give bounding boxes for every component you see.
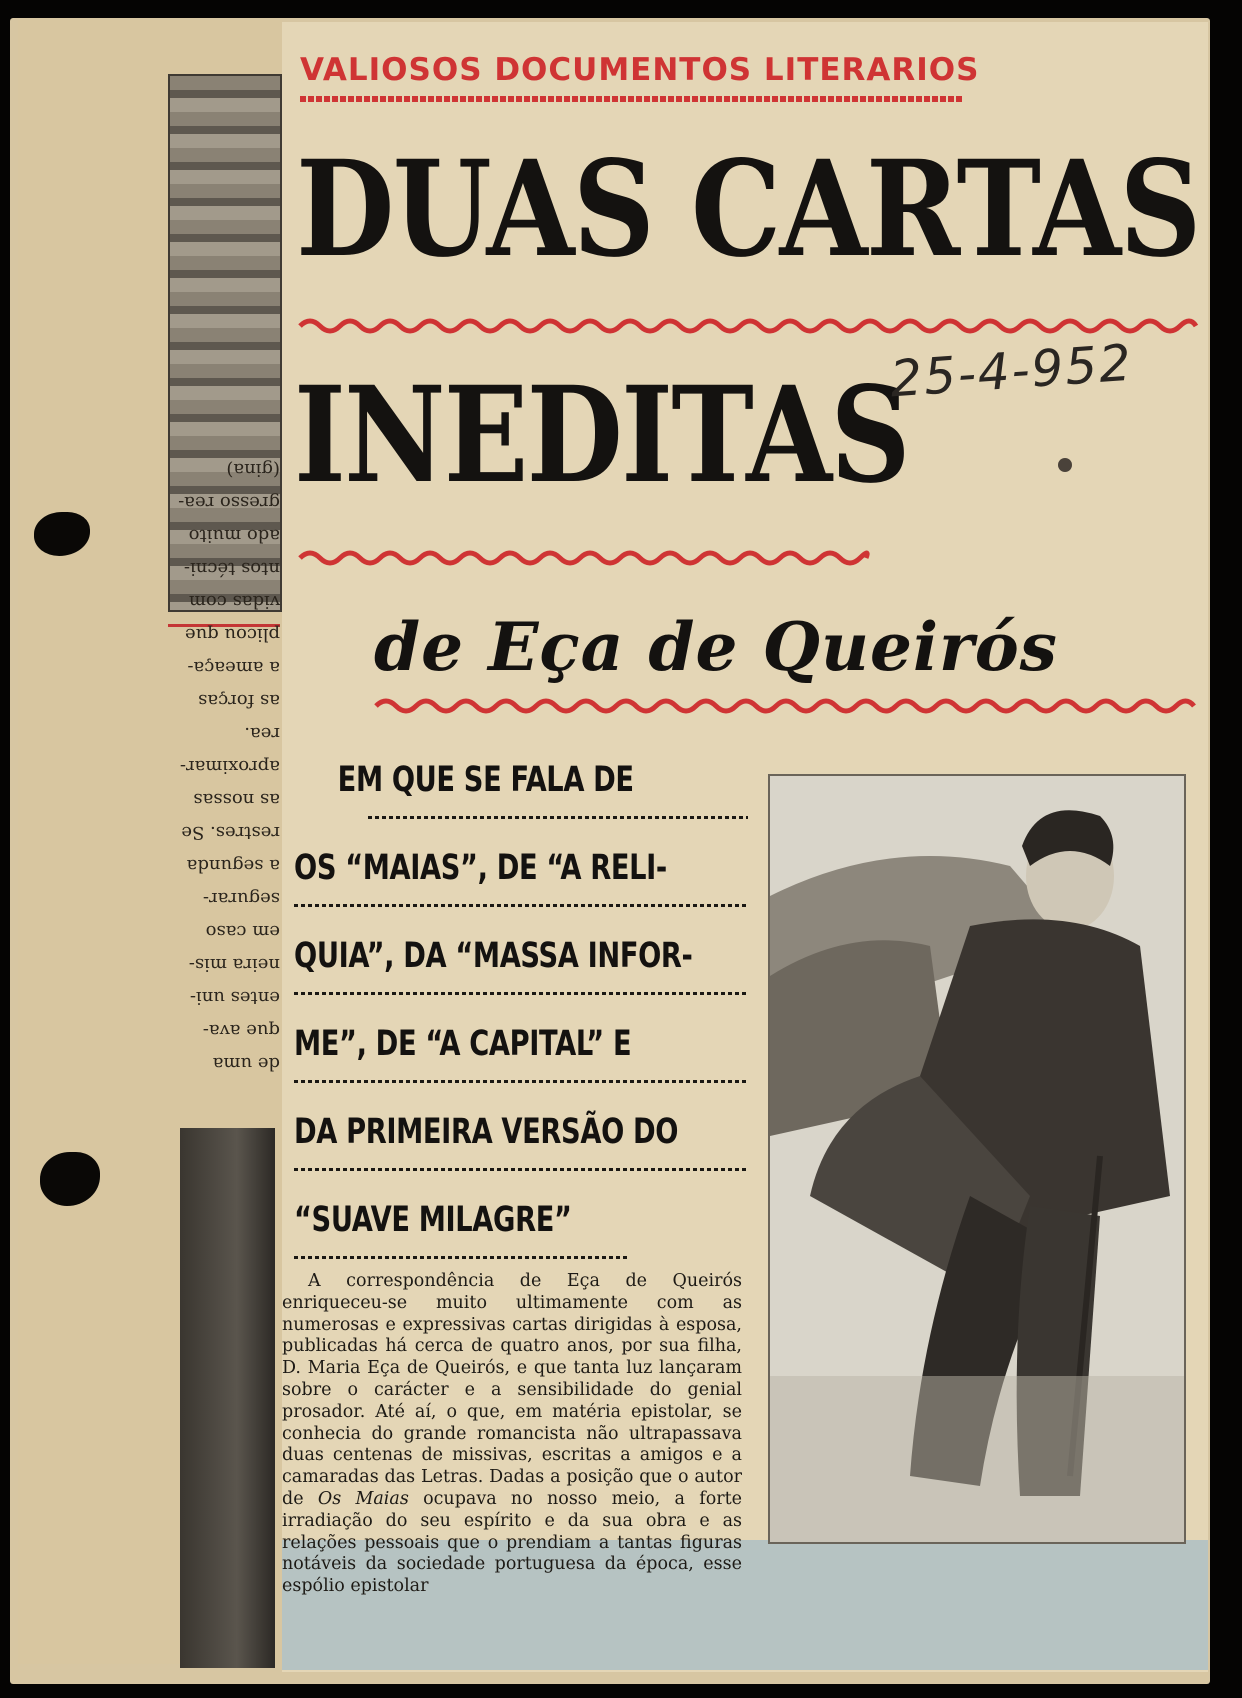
mirrored-line: neira mis- xyxy=(188,954,280,975)
deck-line: ME”, DE “A CAPITAL” E xyxy=(294,1024,632,1064)
mirrored-line: as nossas xyxy=(193,789,280,810)
article-paragraph xyxy=(282,1271,742,1598)
wavy-rule-1 xyxy=(300,314,1196,338)
deck-line: “SUAVE MILAGRE” xyxy=(294,1200,572,1240)
ink-mark xyxy=(1058,458,1072,472)
mirrored-line: ntos técni- xyxy=(183,558,280,579)
mirrored-line: entes uni- xyxy=(189,987,280,1008)
left-strip-photo-bottom xyxy=(180,1128,275,1668)
mirrored-line: (gina) xyxy=(226,459,280,480)
deck-divider xyxy=(294,1164,746,1174)
mirrored-line: gresso rea- xyxy=(178,492,280,513)
deck-subheadline xyxy=(294,752,744,1280)
mirrored-line: restres. Se xyxy=(181,822,280,843)
byline: de Eça de Queirós xyxy=(374,608,1058,686)
body-italic-title: Os Maias xyxy=(317,1488,409,1509)
kicker-label: VALIOSOS DOCUMENTOS LITERARIOS xyxy=(300,52,980,88)
mirrored-line: ado muito xyxy=(188,525,280,546)
mirrored-line: rea. xyxy=(244,723,280,744)
wavy-rule-2 xyxy=(300,546,866,570)
mirrored-line: de uma xyxy=(212,1053,280,1074)
deck-line: DA PRIMEIRA VERSÃO DO xyxy=(294,1112,679,1152)
article-body xyxy=(282,1271,742,1598)
body-text-part1: A correspondência de Eça de Queirós enriqueceu-se muito ultimamente com as numerosas e expressivas cartas dirigidas à esposa, publicadas há cerca de quatro anos, por sua filha, D. Maria Eça de Queirós, e que tanta luz lançaram sobre o carácter e a sensibilidade do genial prosador. Até aí, o que, em matéria epistolar, se conhecia do grande romancista não ultrapassava duas centenas de missivas, escritas a amigos e a camaradas das Letras. Dadas a posição que o autor de xyxy=(282,1271,742,1509)
mirrored-line: as forças xyxy=(198,690,280,711)
deck-divider xyxy=(294,988,746,998)
mirrored-line: plicou que xyxy=(184,624,280,645)
handwritten-date: 25-4-952 xyxy=(888,333,1135,409)
deck-line: OS “MAIAS”, DE “A RELI- xyxy=(294,848,667,888)
deck-divider xyxy=(368,812,748,822)
mirrored-line: aproximar- xyxy=(179,756,280,777)
portrait-illustration xyxy=(768,774,1186,1544)
deck-divider xyxy=(294,1076,746,1086)
mirrored-line: vidas com xyxy=(188,591,280,612)
mirrored-line: segurar- xyxy=(202,888,280,909)
portrait-drawing xyxy=(770,776,1184,1542)
headline-line-2: INEDITAS xyxy=(294,358,909,513)
mirrored-line: que ava- xyxy=(202,1020,280,1041)
mirrored-line: a segunda xyxy=(186,855,280,876)
mirrored-line: em caso xyxy=(205,921,280,942)
mirrored-line: a ameaça- xyxy=(187,657,280,678)
body-text-part2: ocupava no nosso meio, a forte irradiação do seu espírito e da sua obra e as relações pessoais que o prendiam a tantas figuras notáveis da sociedade portuguesa da época, esse espólio epistolar xyxy=(282,1488,742,1597)
deck-line: EM QUE SE FALA DE xyxy=(337,760,634,800)
wavy-rule-3 xyxy=(376,694,1194,718)
left-strip-mirrored-text xyxy=(160,459,280,1080)
deck-line: QUIA”, DA “MASSA INFOR- xyxy=(294,936,693,976)
deck-divider xyxy=(294,900,746,910)
kicker-underline xyxy=(300,96,964,102)
headline-line-1: DUAS CARTAS xyxy=(296,132,1200,287)
deck-divider xyxy=(294,1252,630,1262)
